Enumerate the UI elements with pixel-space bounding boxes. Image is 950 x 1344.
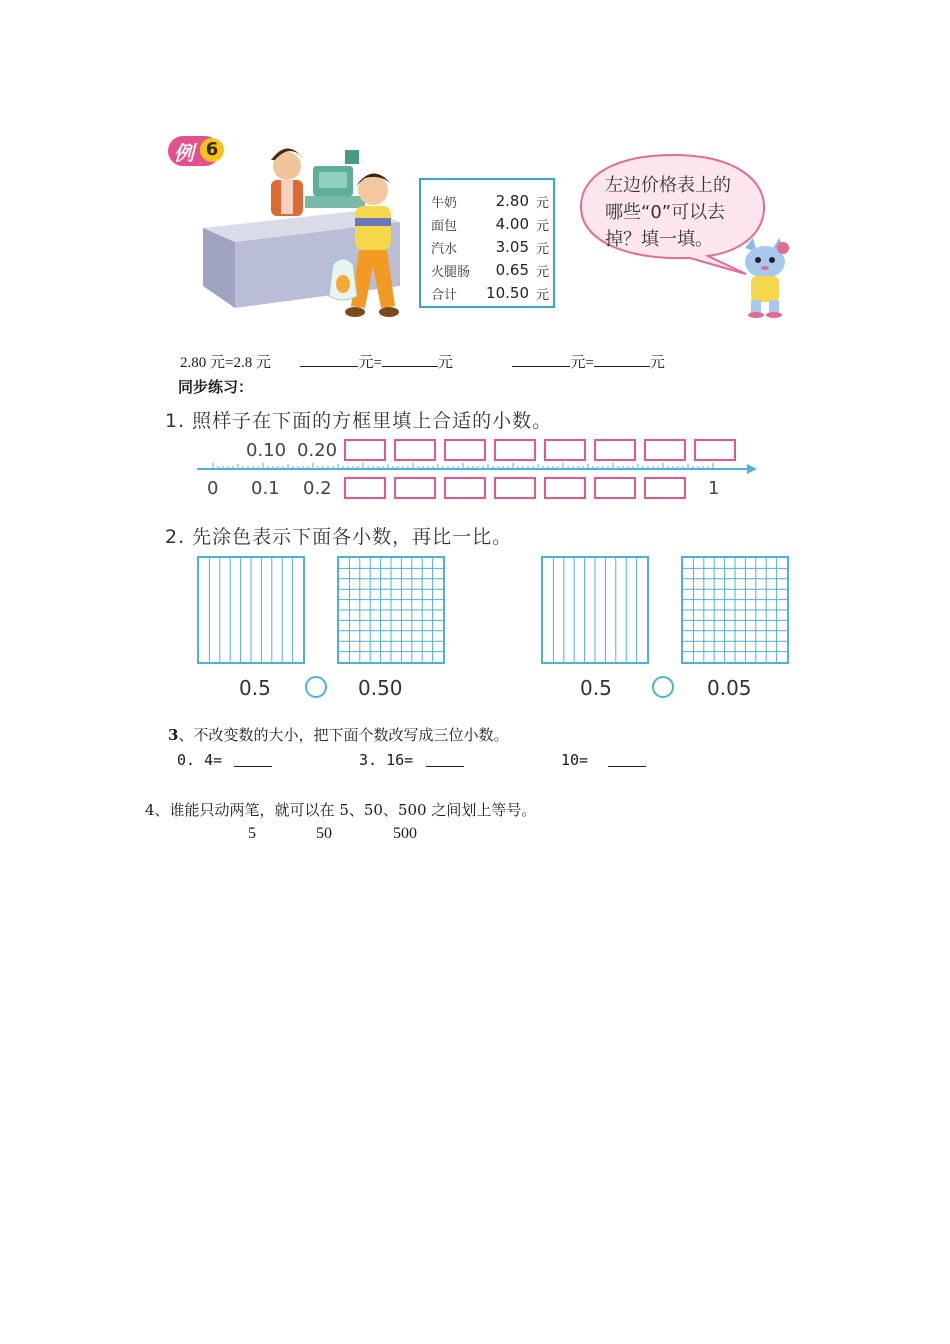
unit-equals: 元=	[570, 355, 594, 371]
compare-circle[interactable]	[305, 676, 327, 698]
answer-box[interactable]	[645, 440, 685, 460]
answer-blank[interactable]	[300, 352, 358, 367]
compare-left: 0.5	[580, 676, 612, 700]
item-unit: 元	[535, 265, 549, 280]
item-name: 汽水	[431, 242, 458, 257]
q2-heading: 2. 先涂色表示下面各小数，再比一比。	[165, 526, 513, 548]
price-card	[419, 178, 555, 308]
item-unit: 元	[535, 219, 549, 234]
compare-right: 0.05	[707, 676, 752, 700]
q3-item: 10=	[561, 751, 589, 769]
q4-heading: 4、谁能只动两笔，就可以在 5、50、500 之间划上等号。	[145, 801, 537, 819]
nl-end-label: 1	[708, 478, 720, 499]
compare-circle[interactable]	[652, 676, 674, 698]
item-price: 2.80	[495, 192, 529, 210]
answer-box[interactable]	[545, 440, 585, 460]
nl-top-label: 0.20	[297, 440, 338, 461]
answer-box[interactable]	[345, 440, 385, 460]
bubble-line: 掉？填一填。	[605, 229, 713, 250]
compare-left: 0.5	[239, 676, 271, 700]
item-name: 牛奶	[431, 196, 458, 211]
hundredths-grid[interactable]	[681, 556, 789, 664]
answer-box[interactable]	[395, 440, 435, 460]
badge-number: 6	[200, 138, 224, 162]
answer-box[interactable]	[645, 478, 685, 498]
item-name: 火腿肠	[431, 265, 471, 280]
q1-heading: 1. 照样子在下面的方框里填上合适的小数。	[165, 410, 553, 432]
answer-box[interactable]	[695, 440, 735, 460]
number-line-arrow	[747, 464, 757, 474]
price-row	[431, 192, 549, 214]
price-row	[431, 261, 549, 283]
nl-top-label: 0.10	[246, 440, 287, 461]
q3-text: 、不改变数的大小，把下面个数改写成三位小数。	[178, 726, 509, 744]
bubble-line: 左边价格表上的	[605, 175, 731, 196]
hundredths-grid[interactable]	[337, 556, 445, 664]
answer-blank[interactable]	[512, 352, 570, 367]
bubble-line: 哪些“0”可以去	[605, 202, 726, 223]
q4-number: 5	[248, 825, 256, 842]
answer-blank[interactable]	[234, 752, 272, 767]
answer-box[interactable]	[495, 440, 535, 460]
answer-box[interactable]	[395, 478, 435, 498]
item-name: 合计	[431, 288, 458, 303]
q4-number: 50	[316, 825, 332, 842]
answer-box[interactable]	[445, 478, 485, 498]
price-row	[431, 238, 549, 260]
q3-heading	[168, 724, 508, 745]
conversion-line	[180, 351, 665, 372]
sync-practice-title: 同步练习：	[178, 378, 254, 396]
item-name: 面包	[431, 219, 458, 234]
item-price: 3.05	[495, 238, 529, 256]
nl-bottom-label: 0.1	[251, 478, 280, 499]
answer-box[interactable]	[445, 440, 485, 460]
item-price: 10.50	[486, 284, 529, 302]
answer-blank[interactable]	[382, 352, 438, 367]
sample-equation: 2.80 元=2.8 元	[180, 355, 271, 371]
tenths-grid[interactable]	[541, 556, 649, 664]
q4-number: 500	[393, 825, 417, 842]
compare-right: 0.50	[358, 676, 403, 700]
answer-box[interactable]	[595, 440, 635, 460]
badge-char: 例	[174, 141, 194, 165]
answer-blank[interactable]	[594, 352, 650, 367]
answer-box[interactable]	[345, 478, 385, 498]
answer-blank[interactable]	[426, 752, 464, 767]
answer-blank[interactable]	[608, 752, 646, 767]
q3-item: 3. 16=	[359, 751, 414, 769]
q3-number: 3	[168, 726, 179, 744]
answer-box[interactable]	[545, 478, 585, 498]
unit-equals: 元=	[358, 355, 382, 371]
tenths-grid[interactable]	[197, 556, 305, 664]
price-row	[431, 215, 549, 237]
cat-mascot	[735, 238, 793, 318]
nl-bottom-label: 0	[207, 478, 219, 499]
item-price: 0.65	[495, 261, 529, 279]
item-unit: 元	[535, 242, 549, 257]
item-unit: 元	[535, 196, 549, 211]
nl-bottom-label: 0.2	[303, 478, 332, 499]
shop-counter-illustration	[195, 136, 420, 326]
q3-item: 0. 4=	[177, 751, 223, 769]
answer-box[interactable]	[495, 478, 535, 498]
item-price: 4.00	[495, 215, 529, 233]
item-unit: 元	[535, 288, 549, 303]
price-row	[431, 284, 549, 306]
unit-text: 元	[437, 355, 453, 371]
unit-text: 元	[649, 355, 665, 371]
answer-box[interactable]	[595, 478, 635, 498]
